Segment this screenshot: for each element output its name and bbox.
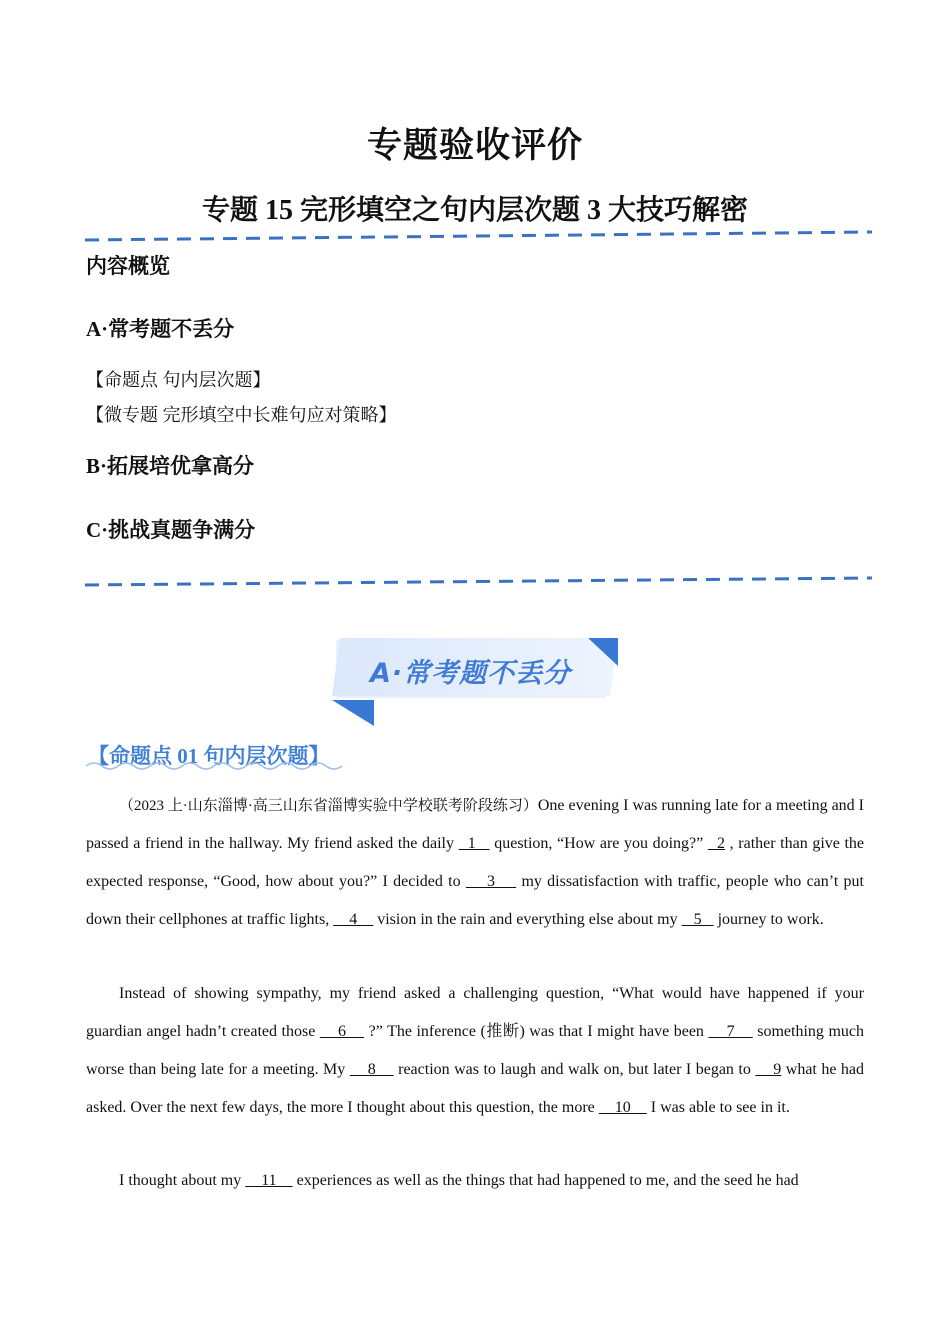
blank-7[interactable]: 7 (708, 1023, 753, 1040)
passage-text: something much worse than being late for a meeting. My (86, 1023, 864, 1078)
topic-underline-wave (86, 760, 351, 772)
section-a-banner (330, 636, 622, 728)
section-c-link[interactable]: C·挑战真题争满分 (86, 518, 256, 542)
bottom-dashed-divider (85, 574, 872, 590)
overview-heading: 内容概览 (86, 254, 170, 278)
passage-text: One evening I was running late for a meeting and I passed a friend in the hallway. My friend asked the daily (86, 797, 865, 852)
passage-text: ?” The inference (推断) was that I might have been (364, 1023, 709, 1040)
passage-text: I was able to see in it. (646, 1099, 790, 1116)
blank-9[interactable]: 9 (755, 1061, 782, 1078)
page-subtitle: 专题 15 完形填空之句内层次题 3 大技巧解密 (201, 195, 748, 226)
passage-paragraph-3 (86, 1162, 864, 1200)
overview-item-micro-topic[interactable]: 【微专题 完形填空中长难句应对策略】 (86, 405, 397, 425)
passage-source: （2023 上·山东淄博·高三山东省淄博实验中学校联考阶段练习） (119, 798, 538, 814)
passage-text: journey to work. (713, 911, 824, 928)
passage-text: I thought about my (119, 1172, 246, 1189)
blank-3[interactable]: 3 (465, 873, 517, 890)
blank-6[interactable]: 6 (319, 1023, 365, 1040)
blank-11[interactable]: 11 (245, 1172, 293, 1189)
topic-heading: 【命题点 01 句内层次题】 (88, 744, 330, 768)
passage-paragraph-2 (86, 975, 864, 1127)
passage-text: , rather than give the expected response, “Good, how about you?” I decided to (86, 835, 865, 890)
section-b-link[interactable]: B·拓展培优拿高分 (86, 454, 255, 478)
blank-10[interactable]: 10 (598, 1099, 647, 1116)
passage-text: Instead of showing sympathy, my friend asked a challenging question, “What would have happened if your guardian angel hadn’t created those (86, 985, 864, 1040)
section-a-link[interactable]: A·常考题不丢分 (86, 317, 235, 341)
passage-text: vision in the rain and everything else about my (373, 911, 682, 928)
passage-text: question, “How are you doing?” (489, 835, 708, 852)
page-title: 专题验收评价 (366, 126, 583, 165)
passage-text: what he had asked. Over the next few days, the more I thought about this question, the more (86, 1061, 865, 1116)
passage-text: my dissatisfaction with traffic, people who can’t put down their cellphones at traffic lights, (86, 873, 865, 928)
overview-item-topic[interactable]: 【命题点 句内层次题】 (86, 370, 271, 390)
passage-paragraph-1 (86, 787, 864, 939)
blank-1[interactable]: 1 (458, 835, 490, 852)
blank-2[interactable]: 2 (707, 835, 726, 852)
blank-4[interactable]: 4 (333, 911, 374, 928)
passage-text: reaction was to laugh and walk on, but later I began to (393, 1061, 756, 1078)
passage-text: experiences as well as the things that had happened to me, and the seed he had (292, 1172, 799, 1189)
blank-8[interactable]: 8 (349, 1061, 394, 1078)
blank-5[interactable]: 5 (681, 911, 714, 928)
banner-label: A·常考题不丢分 (370, 658, 572, 689)
top-dashed-divider (85, 228, 872, 244)
